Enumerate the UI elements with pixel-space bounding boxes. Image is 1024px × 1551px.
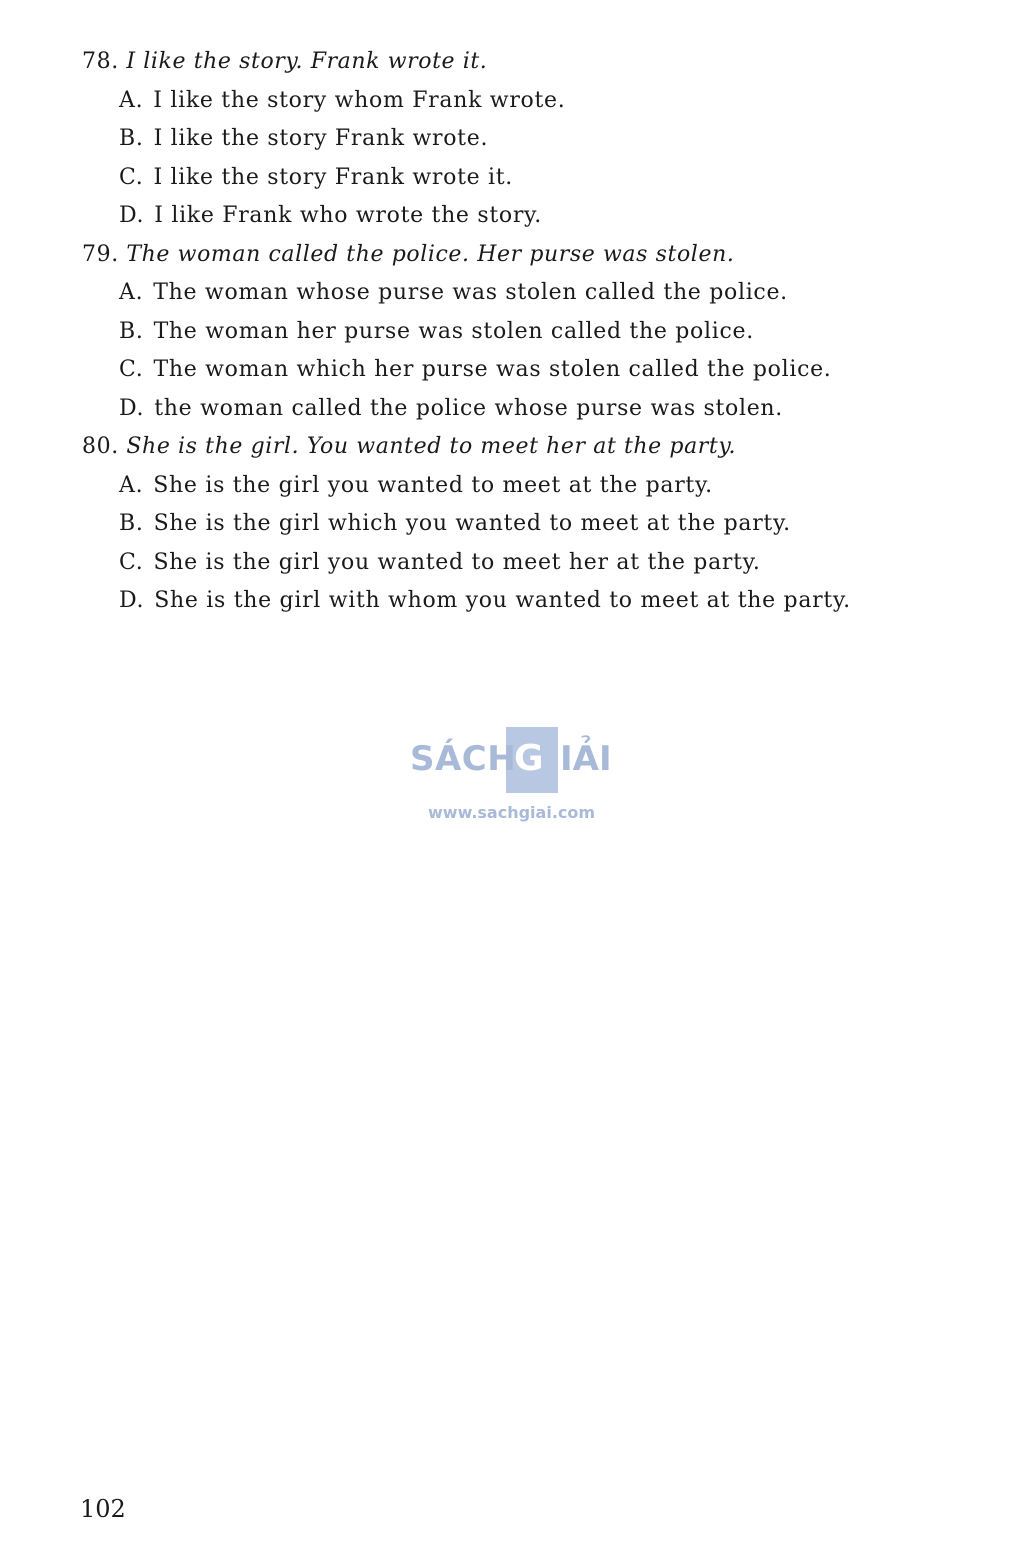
- logo-text-left: SÁCH: [410, 739, 517, 779]
- logo-text-right: IẢI: [560, 739, 612, 779]
- option-text: The woman whose purse was stolen called the police.: [153, 280, 788, 305]
- option-letter: A.: [119, 472, 144, 498]
- question-number: 78.: [82, 49, 119, 74]
- question-number: 79.: [82, 241, 119, 267]
- option-letter: C.: [119, 549, 144, 575]
- answer-option-a: [82, 82, 982, 121]
- logo-url: www.sachgiai.com: [428, 803, 596, 822]
- option-letter: B.: [119, 318, 144, 344]
- option-text: I like the story whom Frank wrote.: [153, 87, 566, 113]
- question-list: [82, 43, 982, 621]
- question-prompt: The woman called the police. Her purse was stolen.: [126, 241, 735, 267]
- option-letter: B.: [119, 126, 144, 151]
- option-text: I like the story Frank wrote.: [153, 126, 489, 151]
- answer-option-c: [82, 159, 982, 198]
- option-text: She is the girl with whom you wanted to meet at the party.: [154, 588, 851, 613]
- option-text: The woman her purse was stolen called the police.: [153, 318, 754, 344]
- option-text: I like the story Frank wrote it.: [153, 164, 513, 190]
- question-78: [82, 43, 982, 236]
- option-text: She is the girl you wanted to meet at the party.: [153, 472, 713, 498]
- option-text: She is the girl which you wanted to meet at the party.: [153, 511, 791, 536]
- answer-option-d: [82, 390, 982, 429]
- answer-option-c: [82, 544, 982, 583]
- option-letter: D.: [119, 203, 145, 228]
- answer-option-d: [82, 197, 982, 236]
- option-letter: B.: [119, 511, 144, 536]
- answer-option-b: [82, 120, 982, 159]
- option-text: The woman which her purse was stolen called the police.: [153, 357, 832, 382]
- question-stem: [82, 428, 982, 467]
- answer-option-a: [82, 467, 982, 506]
- option-letter: D.: [119, 588, 145, 613]
- question-number: 80.: [82, 434, 119, 459]
- option-text: the woman called the police whose purse was stolen.: [154, 395, 783, 421]
- option-letter: C.: [119, 357, 144, 382]
- answer-option-a: [82, 274, 982, 313]
- option-text: She is the girl you wanted to meet her at the party.: [153, 549, 761, 575]
- question-prompt: She is the girl. You wanted to meet her at the party.: [126, 434, 737, 459]
- option-text: I like Frank who wrote the story.: [154, 203, 542, 228]
- option-letter: A.: [119, 87, 144, 113]
- option-letter: C.: [119, 164, 144, 190]
- question-80: [82, 428, 982, 621]
- page-number: 102: [80, 1495, 126, 1523]
- sachgiai-watermark-logo: [410, 727, 620, 827]
- logo-text-box-letter: G: [514, 738, 544, 779]
- answer-option-d: [82, 582, 982, 621]
- question-stem: [82, 43, 982, 82]
- answer-option-c: [82, 351, 982, 390]
- answer-option-b: [82, 505, 982, 544]
- answer-option-b: [82, 313, 982, 352]
- question-prompt: I like the story. Frank wrote it.: [126, 49, 488, 74]
- question-79: [82, 236, 982, 429]
- question-stem: [82, 236, 982, 275]
- option-letter: A.: [119, 280, 144, 305]
- option-letter: D.: [119, 395, 145, 421]
